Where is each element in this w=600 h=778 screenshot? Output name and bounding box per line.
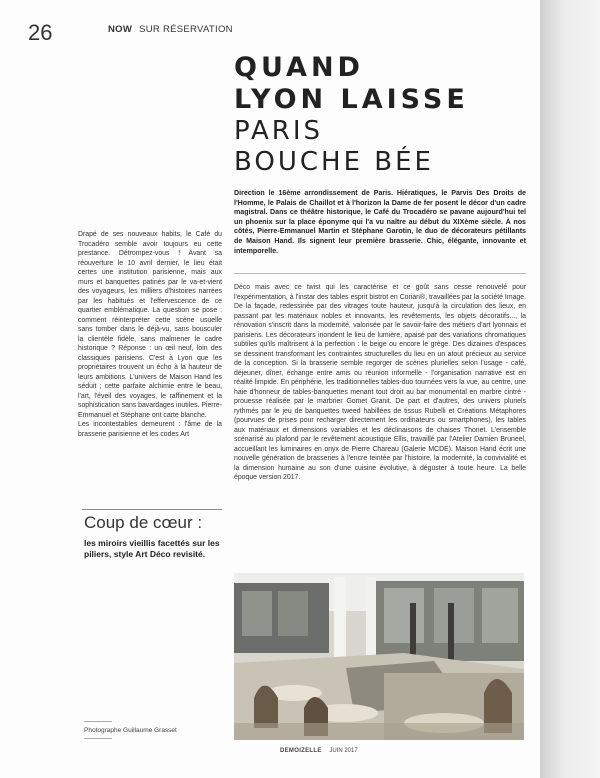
rubric-subsection: SUR RÉSERVATION — [139, 24, 233, 35]
photo-credit: Photographe Guillaume Grasset — [84, 727, 177, 734]
coup-de-coeur-text: les miroirs vieillis facettés sur les piliers, style Art Déco revisité. — [84, 538, 220, 559]
left-column — [78, 230, 222, 439]
article-lead: Direction le 16ème arrondissement de Paris. Hiératiques, le Parvis Des Droits de l'Homme, le Palais de Chaillot et à l'horizon la Dame de fer posent le décor d'un cadre magistral. Dans ce théâtre historique, le Café du Trocadéro se pavane aujourd'hui tel un phoenix sur la place éponyme qui l'a vu naître au début du XIXème siècle. À nos côtés, Pierre-Emmanuel Martin et Stéphane Garotin, le duo de décorateurs pétillants de Maison Hand. Ils signent leur première brasserie. Chic, élégante, innovante et intemporelle. — [234, 189, 526, 255]
footer-brand: DEMOIZELLE — [280, 748, 322, 754]
title-line-3: PARIS — [234, 116, 324, 146]
title-line-2: LYON LAISSE — [234, 84, 469, 115]
coup-de-coeur-title: Coup de cœur : — [84, 513, 203, 532]
brasserie-interior-photo — [234, 573, 524, 740]
coup-de-coeur-divider — [82, 509, 222, 510]
next-page-edge — [540, 0, 600, 778]
left-column-text-2: Les incontestables demeurent : l'âme de la brasserie parisienne et les codes Art — [78, 421, 222, 438]
title-line-1: QUAND — [234, 52, 364, 83]
page-number: 26 — [28, 20, 53, 45]
footer-date: JUIN 2017 — [329, 748, 358, 754]
title-line-4: BOUCHE BÉE — [234, 147, 434, 177]
lead-divider — [234, 273, 526, 274]
article-title — [234, 52, 524, 178]
page-footer — [280, 748, 358, 754]
right-column-text: Déco mais avec ce twist qui les caractérise et ce goût sans cesse renouvelé pour l'expérimentation, à l'instar des tables esprit bistrot en Corian®, travaillées par la société Image. De la façade, redessinée par des vitrages toute hauteur, jusqu'à la circulation des lieux, en passant par les matériaux nobles et innovants, les revêtements, les objets décoratifs..., la rénovation s'inscrit dans la modernité, valorisée par le savoir-faire des métiers d'art lyonnais et parisiens. Les décorateurs inondent le lieu de lumière, apaisé par des variations chromatiques subtiles qu'ils maîtrisent à la perfection : le beige ou encore le grège. Des dizaines d'espaces se dessinent transformant les contraintes structurelles du lieu en un atout précieux au service de la conception. Si la brasserie semble regorger de scènes plurielles selon l'usage - café, déjeuner, dîner, échange entre amis ou réunion informelle - l'organisation narrative est en réalité limpide. En périphérie, les traditionnelles tables-duo tournées vers la vue, au centre, une haie d'honneur de tables-banquettes menant tout droit au bar monumental en marbre cintré - prouesse réalisée par le marbrier Gomet Granit. De part et d'autres, des univers pluriels rythmés par le jeu de banquettes tweed habillées de tissus Rubelli et Créations Métaphores (pourvues de prises pour recharger directement les ordinateurs ou smartphones), les tables aux matériaux et dimensions variables et les déclinaisons de chaises Thonet. L'ensemble scénarisé au plafond par le revêtement acoustique Ellis, travaillé par l'Atelier Damien Bruneel, accueillant les luminaires en onyx de Pierre Chareau (Galerie MCDE). Maison Hand écrit une nouvelle génération de brasseries à l'encre teintée par l'histoire, la modernité, la convivialité et la dimension humaine au son d'une cuisine évolutive, à déguster à toute heure. La belle époque version 2017. — [234, 284, 526, 481]
rubric-section: NOW — [108, 24, 133, 35]
right-column — [234, 283, 526, 483]
section-rubric — [108, 24, 233, 35]
credit-divider-bottom — [84, 738, 112, 739]
left-column-text: Drapé de ses nouveaux habits, le Café du Trocadéro semble avoir toujours eu cette prestance. Détrompez-vous ! Avant sa réouverture le 10 avril dernier, le lieu était certes une institution parisienne, mais aux murs et banquettes patinés par le va-et-vient des voyageurs, les milliers d'histoires narrées par les habitués et l'effervescence de ce quartier emblématique. La question se pose : comment réinterpréter cette scène usuelle sans tomber dans le déjà-vu, sans bousculer la clientèle fidèle, sans malmener le cadre historique ? Réponse : un œil neuf, loin des classiques parisiens. C'est à Lyon que les propriétaires trouvent un écho à la hauteur de leurs ambitions. L'univers de Maison Hand les séduit ; cette parfaite alchimie entre le beau, l'art, l'éveil des voyages, le raffinement et la sophistication sans bavardages inutiles. Pierre-Emmanuel et Stéphane ont carte blanche. — [78, 231, 223, 419]
credit-divider-top — [84, 721, 112, 722]
